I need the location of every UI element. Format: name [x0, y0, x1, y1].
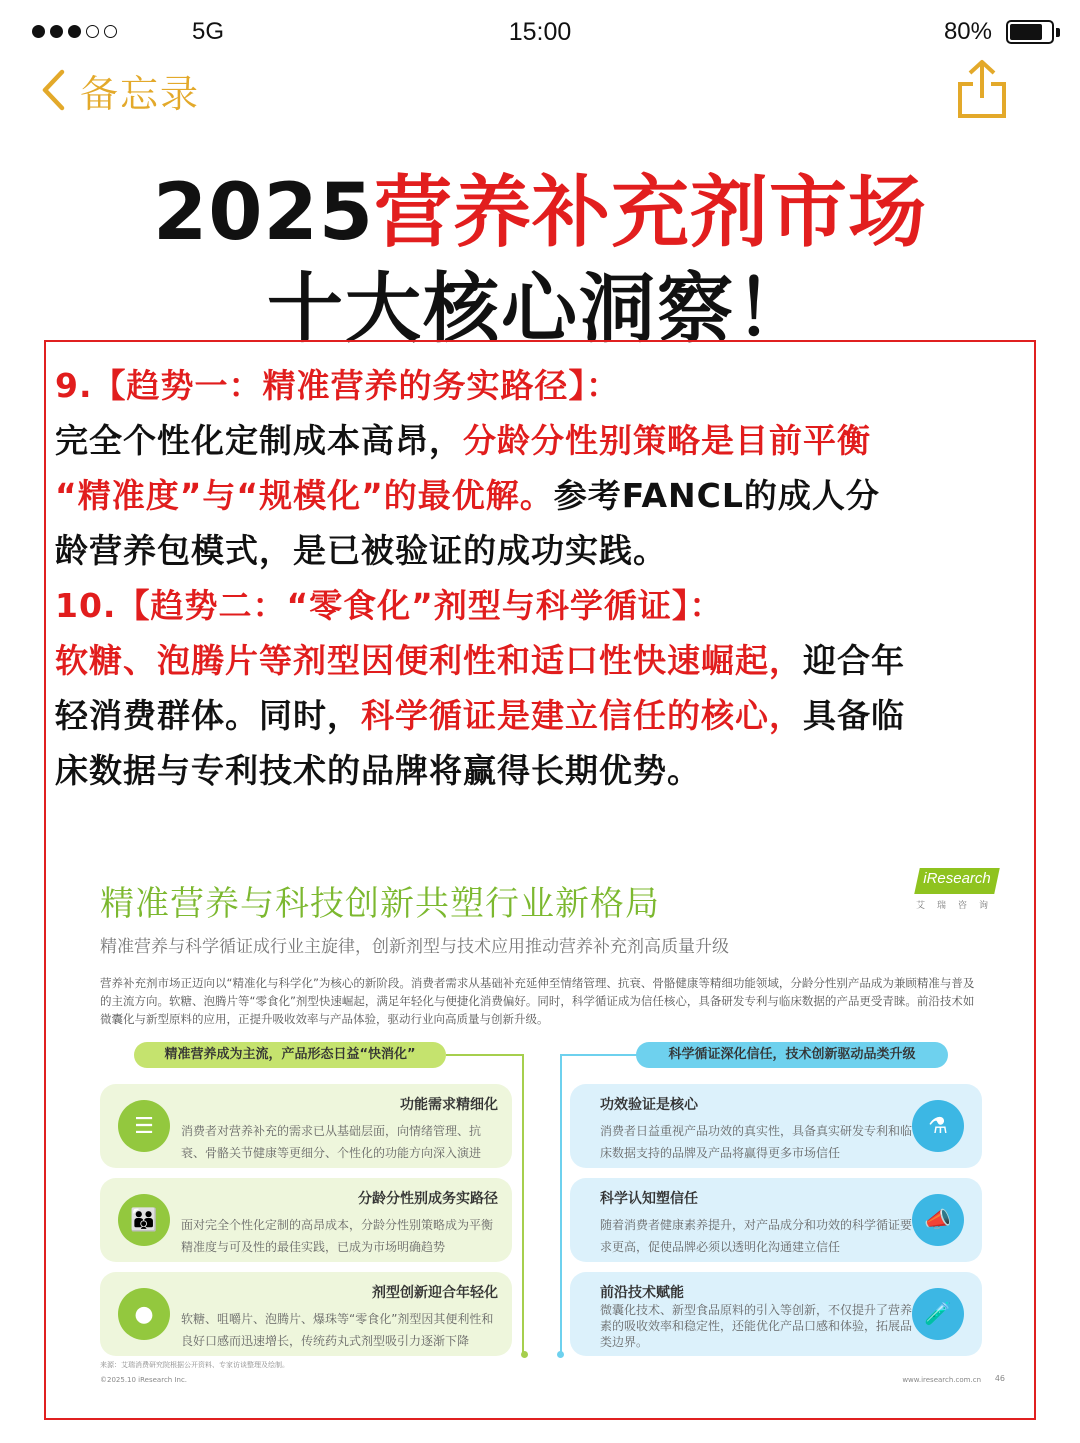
text-segment: 轻消费群体。同时，: [55, 696, 361, 735]
insight-9-line-1: [55, 413, 1035, 468]
card-title: 分龄分性别成务实路径: [358, 1191, 498, 1207]
connector-dot: [557, 1351, 564, 1358]
slide-title: 精准营养与科技创新共塑行业新格局: [100, 884, 660, 924]
card-title: 功效验证是核心: [600, 1097, 698, 1113]
card-left-3: [100, 1272, 512, 1356]
chevron-left-icon: [40, 68, 66, 112]
insight-10-line-3: 床数据与专利技术的品牌将赢得长期优势。: [55, 751, 701, 790]
clock: 15:00: [508, 18, 572, 46]
text-segment: 完全个性化定制成本高昂，: [55, 421, 463, 460]
gummy-bear-icon: ●: [118, 1288, 170, 1340]
slide-url: www.iresearch.com.cn: [902, 1376, 981, 1384]
text-segment: 参考FANCL的成人分: [553, 476, 880, 515]
card-text: 消费者日益重视产品功效的真实性，具备真实研发专利和临床数据支持的品牌及产品将赢得更多市场信任: [600, 1124, 913, 1160]
card-right-3: [570, 1272, 982, 1356]
battery-percentage: 80%: [943, 18, 992, 45]
insight-10-line-1: [55, 633, 1035, 688]
card-title: 科学认知塑信任: [600, 1191, 698, 1207]
share-icon[interactable]: [956, 58, 1008, 120]
text-highlight: 软糖、泡腾片等剂型因便利性和适口性快速崛起，: [55, 641, 803, 680]
card-right-1: [570, 1084, 982, 1168]
card-title: 功能需求精细化: [400, 1097, 498, 1113]
logo-text: iResearch: [923, 870, 991, 887]
card-text: 软糖、咀嚼片、泡腾片、爆珠等“零食化”剂型因其便利性和良好口感而迅速增长，传统药丸式剂型吸引力逐渐下降: [181, 1312, 494, 1348]
list-icon: ☰: [118, 1100, 170, 1152]
text-highlight: “精准度”与“规模化”的最优解。: [55, 476, 554, 515]
card-text: 微囊化技术、新型食品原料的引入等创新，不仅提升了营养素的吸收效率和稳定性，还能优化产品口感和体验，拓展品类边界。: [600, 1303, 913, 1349]
insight-10-heading: 10.【趋势二：“零食化”剂型与科学循证】：: [55, 586, 724, 625]
hero-title: [0, 150, 1080, 262]
text-highlight: 科学循证是建立信任的核心，: [361, 696, 803, 735]
slide-subtitle: 精准营养与科学循证成行业主旋律，创新剂型与技术应用推动营养补充剂高质量升级: [100, 937, 729, 957]
network-type: 5G: [192, 18, 225, 45]
text-segment: 具备临: [803, 696, 905, 735]
report-slide: [100, 862, 1005, 1392]
card-left-2: [100, 1178, 512, 1262]
flask-icon: ⚗: [912, 1100, 964, 1152]
slide-copyright: ©2025.10 iResearch Inc.: [100, 1376, 188, 1384]
logo-subtext: 艾瑞咨询: [915, 901, 1000, 911]
card-text: 随着消费者健康素养提升，对产品成分和功效的科学循证要求更高，促使品牌必须以透明化沟通建立信任: [600, 1218, 913, 1254]
back-button[interactable]: [40, 62, 200, 118]
family-icon: 👪: [118, 1194, 170, 1246]
slide-body: 营养补充剂市场正迈向以“精准化与科学化”为核心的新阶段。消费者需求从基础补充延伸至情绪管理、抗衰、骨骼健康等精细功能领域，分龄分性别产品成为兼顾精准与普及的主流方向。软糖、泡腾片等“零食化”剂型快速崛起，满足年轻化与便捷化消费偏好。同时，科学循证成为信任核心，具备研发专利与临床数据的产品更受青睐。前沿技术如微囊化与新型原料的应用，正提升吸收效率与产品体验，驱动行业向高质量与创新升级。: [100, 976, 975, 1026]
insight-9-line-2: [55, 468, 1035, 523]
hero-year: 2025: [152, 168, 375, 258]
card-left-1: [100, 1084, 512, 1168]
insight-9-line-3: 龄营养包模式，是已被验证的成功实践。: [55, 531, 667, 570]
card-text: 消费者对营养补充的需求已从基础层面，向情绪管理、抗衰、骨骼关节健康等更细分、个性化的功能方向深入演进: [181, 1124, 482, 1160]
left-column-pill: 精准营养成为主流，产品形态日益“快消化”: [134, 1042, 446, 1068]
insight-9-heading: 9.【趋势一：精准营养的务实路径】：: [55, 366, 620, 405]
text-highlight: 分龄分性别策略是目前平衡: [463, 421, 871, 460]
card-title: 前沿技术赋能: [600, 1285, 684, 1301]
megaphone-icon: 📣: [912, 1194, 964, 1246]
connector-dot: [521, 1351, 528, 1358]
hero-title-highlight: 营养补充剂市场: [374, 168, 928, 258]
card-title: 剂型创新迎合年轻化: [372, 1285, 498, 1301]
right-column-pill: 科学循证深化信任，技术创新驱动品类升级: [636, 1042, 948, 1068]
slide-source: 来源：艾瑞消费研究院根据公开资料、专家访谈整理及绘制。: [100, 1361, 289, 1369]
lab-icon: 🧪: [912, 1288, 964, 1340]
text-segment: 迎合年: [803, 641, 905, 680]
slide-page-number: 46: [994, 1374, 1005, 1383]
card-right-2: [570, 1178, 982, 1262]
hero-subtitle: 十大核心洞察！: [267, 264, 813, 353]
status-bar: [0, 0, 1080, 62]
back-label: 备忘录: [80, 71, 201, 116]
insight-10-line-2: [55, 688, 1035, 743]
card-text: 面对完全个性化定制的高昂成本，分龄分性别策略成为平衡精准度与可及性的最佳实践，已成为市场明确趋势: [181, 1218, 494, 1254]
battery-icon: [1006, 20, 1054, 44]
